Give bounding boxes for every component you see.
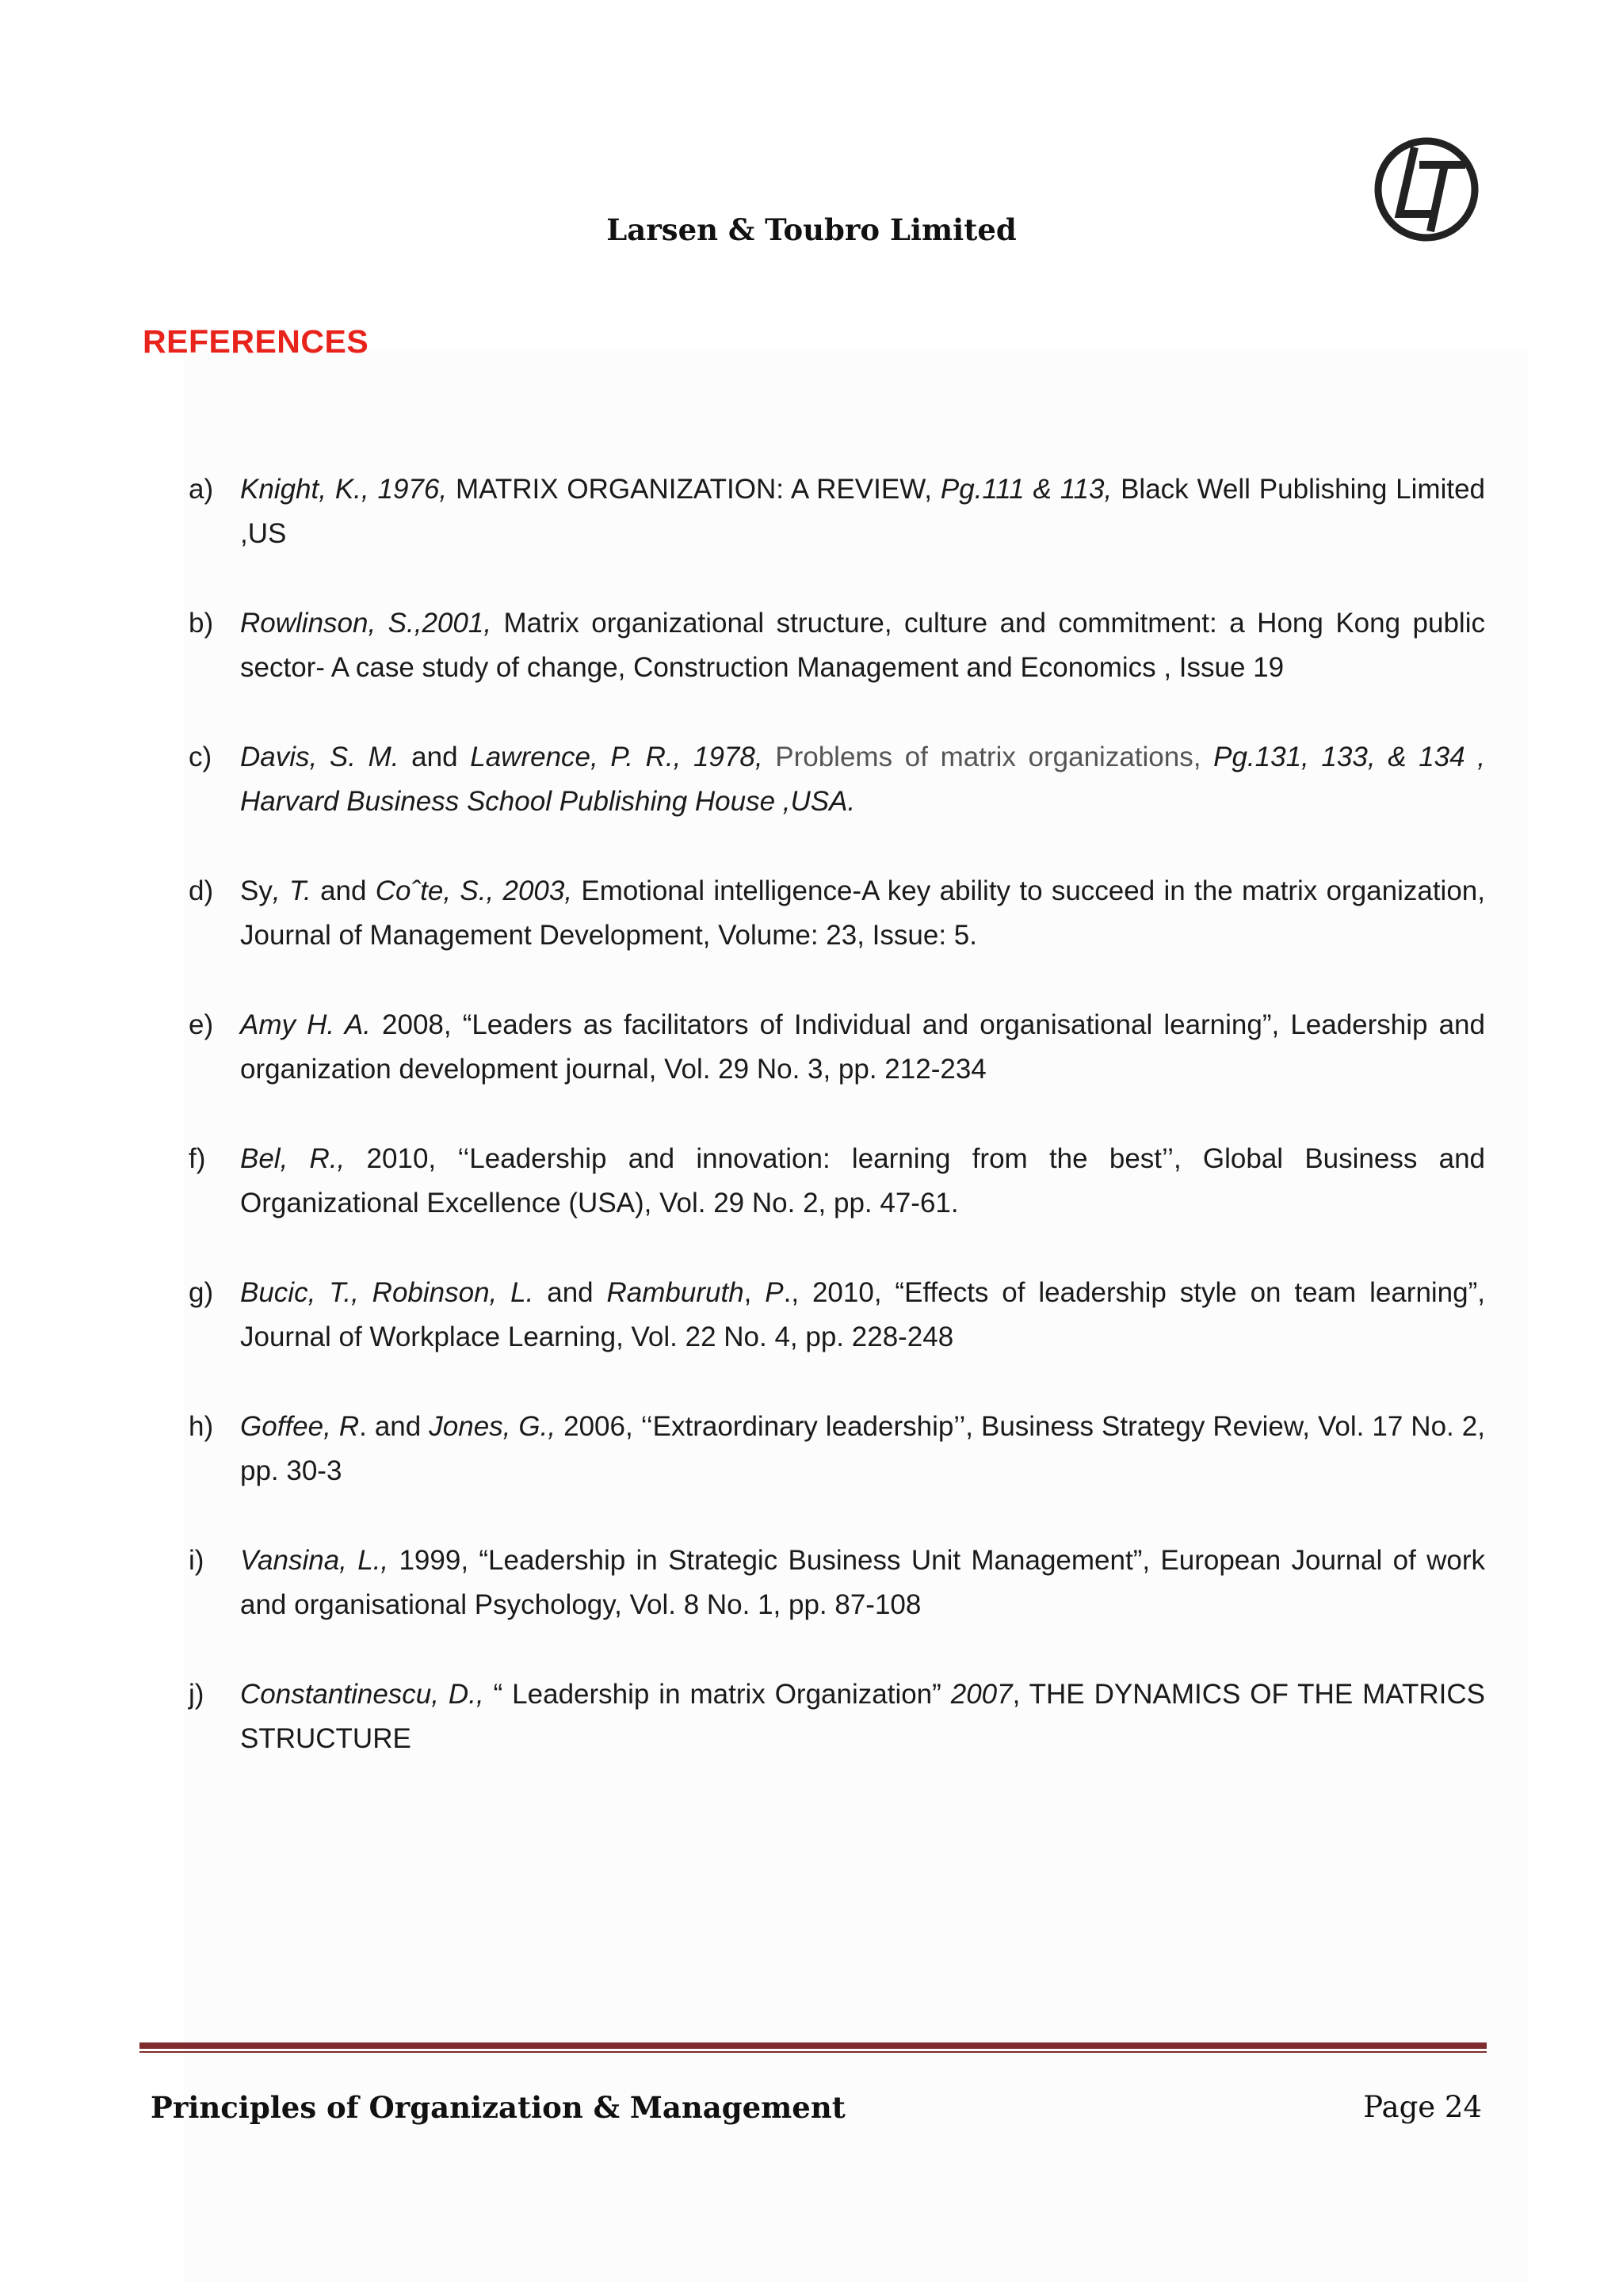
reference-author-italic: Goffee, R [240,1411,360,1442]
reference-item [189,1405,1485,1493]
reference-marker: c) [189,742,212,772]
reference-author-italic: P [765,1277,784,1308]
reference-segment: Problems of matrix organizations, [762,742,1214,772]
reference-text [240,474,1485,549]
reference-author-italic: Lawrence, P. R., 1978, [470,742,763,772]
reference-author-italic: Vansina, L., [240,1545,389,1576]
reference-item [189,1539,1485,1627]
reference-marker: i) [189,1545,204,1576]
reference-marker: f) [189,1143,206,1174]
reference-marker: g) [189,1277,214,1308]
reference-author-italic: Coˆte, S., 2003, [375,875,573,906]
reference-segment: , THE DYNAMICS OF THE MATRICS STRUCTURE [240,1679,1486,1754]
reference-author-italic: Pg.131, 133, & 134 , Harvard Business School Publishing House ,USA. [240,742,1485,817]
reference-author-italic: Davis, S. M. [240,742,399,772]
reference-author-italic: Amy H. A. [240,1009,371,1040]
reference-segment: ., 2010, “Effects of leadership style on team learning”, Journal of Workplace Learning, Vol. 22 No. 4, pp. 228-248 [240,1277,1485,1352]
reference-text [240,1411,1485,1486]
reference-text [240,875,1485,951]
reference-text [240,1545,1485,1620]
reference-segment: 2008, “Leaders as facilitators of Individual and organisational learning”, Leadership and organization development journal, Vol. 29 No. 3, pp. 212-234 [240,1009,1485,1085]
reference-marker: b) [189,608,214,639]
footer-rule [139,2042,1487,2054]
reference-marker: d) [189,875,214,906]
reference-segment: and [533,1277,607,1308]
reference-author-italic: Bel, R., [240,1143,346,1174]
reference-segment: Emotional intelligence-A key ability to succeed in the matrix organization, Journal of Management Development, Volume: 23, Issue: 5. [240,875,1485,951]
reference-item [189,869,1485,958]
page-number: Page 24 [1363,2090,1482,2124]
footer-title: Principles of Organization & Management [151,2090,846,2125]
reference-segment: . and [359,1411,430,1442]
reference-author-italic: Bucic, T., Robinson, L. [240,1277,534,1308]
reference-text [240,742,1485,817]
reference-marker: j) [189,1679,204,1710]
reference-segment: , [743,1277,766,1308]
reference-text [240,1009,1485,1085]
reference-segment: 1999, “Leadership in Strategic Business Unit Management”, European Journal of work and organisational Psychology, Vol. 8 No. 1, pp. 87-108 [240,1545,1485,1620]
reference-marker: e) [189,1009,214,1040]
reference-author-italic: Pg.111 & 113, [940,474,1113,505]
reference-item [189,735,1485,824]
reference-text [240,1679,1485,1754]
reference-author-italic: 2007 [950,1679,1013,1710]
reference-author-italic: Rowlinson, S.,2001, [240,608,492,639]
reference-segment: MATRIX ORGANIZATION: A REVIEW, [447,474,941,505]
section-heading: REFERENCES [143,323,369,360]
reference-segment: 2010, ‘‘Leadership and innovation: learning from the best’’, Global Business and Organizational Excellence (USA), Vol. 29 No. 2, pp. 47-61. [240,1143,1486,1219]
reference-segment: Matrix organizational structure, culture and commitment: a Hong Kong public sector- A case study of change, Construction Management and Economics , Issue 19 [240,608,1485,683]
reference-item [189,1672,1485,1761]
reference-marker: a) [189,474,214,505]
company-name: Larsen & Toubro Limited [606,212,1017,247]
reference-text [240,1143,1485,1219]
reference-segment: and [399,742,471,772]
reference-segment: Black Well Publishing Limited ,US [240,474,1485,549]
reference-segment: 2006, ‘‘Extraordinary leadership’’, Business Strategy Review, Vol. 17 No. 2, pp. 30-3 [240,1411,1485,1486]
reference-item [189,601,1485,690]
reference-item [189,1003,1485,1092]
reference-segment: and [311,875,376,906]
reference-author-italic: Constantinescu, D., [240,1679,484,1710]
reference-author-italic: , T. [272,875,311,906]
reference-item [189,467,1485,556]
reference-author-italic: Jones, G., [429,1411,556,1442]
reference-author-italic: Knight, K., 1976, [240,474,448,505]
reference-author-italic: Ramburuth [606,1277,744,1308]
reference-text [240,608,1485,683]
reference-segment: “ Leadership in matrix Organization” [483,1679,951,1710]
reference-list [189,467,1485,1806]
reference-item [189,1271,1485,1360]
reference-text [240,1277,1485,1352]
reference-marker: h) [189,1411,214,1442]
reference-segment: Sy [240,875,273,906]
reference-item [189,1137,1485,1226]
